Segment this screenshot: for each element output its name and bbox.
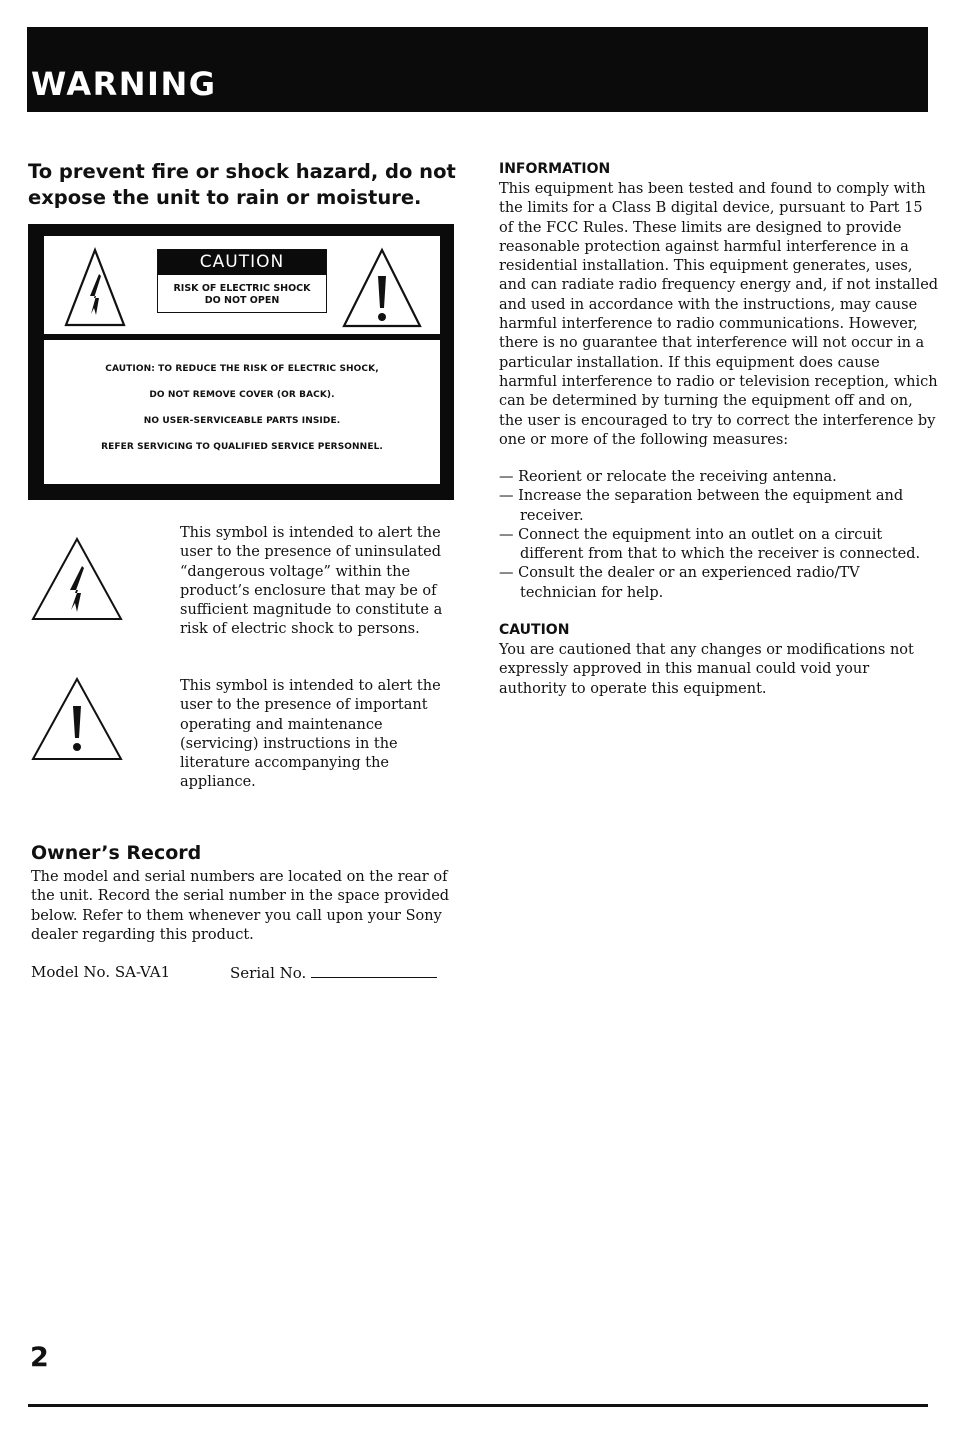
warning-banner: [27, 27, 928, 112]
lightning-warning-icon: [63, 246, 127, 329]
serial-blank: [311, 963, 437, 978]
caution-heading: CAUTION: [499, 622, 570, 638]
caution-box: [28, 224, 454, 500]
caution-label-head: CAUTION: [158, 250, 326, 275]
model-number: Model No. SA-VA1: [31, 963, 171, 981]
list-item: — Reorient or relocate the receiving antenna.: [499, 469, 837, 485]
information-text: This equipment has been tested and found to comply with the limits for a Class B digital device, pursuant to Part 15 of the FCC Rules. These limits are designed to provide reasonable protection against harmful interference in a residential installation. This equipment generates, uses, and can radiate radio frequency energy and, if not installed and used in accordance with the instructions, may cause harmful interference to radio communications. However, there is no guarantee that interference will not occur in a particular installation. If this equipment does cause harmful interference to radio or television reception, which can be determined by turning the equipment off and on, the user is encouraged to try to correct the interference by one or more of the following measures:: [499, 181, 939, 448]
caution-line: REFER SERVICING TO QUALIFIED SERVICE PERSONNEL.: [101, 442, 383, 452]
caution-label: [157, 249, 327, 313]
caution-line: NO USER-SERVICEABLE PARTS INSIDE.: [143, 416, 341, 426]
caution-line: CAUTION: TO REDUCE THE RISK OF ELECTRIC SHOCK,: [105, 364, 379, 374]
hazard-headline: To prevent fire or shock hazard, do not expose the unit to rain or moisture.: [28, 160, 456, 209]
lightning-symbol-icon: [30, 536, 124, 622]
caution-text: You are cautioned that any changes or modifications not expressly approved in this manual could void your authority to operate this equipment.: [499, 642, 914, 697]
caution-box-text: [44, 340, 440, 484]
caution-sub-line2: DO NOT OPEN: [204, 295, 280, 306]
footer-rule: [28, 1404, 928, 1407]
owners-record-text: The model and serial numbers are located on the rear of the unit. Record the serial number in the space provided below. Refer to them whenever you call upon your Sony dealer regarding this product.: [31, 869, 450, 943]
serial-label: Serial No.: [230, 964, 307, 982]
serial-number-field: [230, 963, 437, 982]
caution-box-top: [44, 236, 440, 334]
page-number: 2: [30, 1342, 49, 1373]
list-item: — Increase the separation between the equipment and receiver.: [499, 488, 904, 524]
exclamation-warning-icon: [341, 246, 423, 330]
banner-title: WARNING: [31, 65, 217, 103]
list-item: — Consult the dealer or an experienced radio/TV technician for help.: [499, 565, 860, 601]
list-item: — Connect the equipment into an outlet on a circuit different from that to which the receiver is connected.: [499, 526, 921, 563]
exclamation-symbol-text: This symbol is intended to alert the user to the presence of important operating and maintenance (servicing) instructions in the literature accompanying the appliance.: [180, 678, 441, 791]
caution-sub-line1: RISK OF ELECTRIC SHOCK: [173, 283, 311, 294]
information-heading: INFORMATION: [499, 161, 611, 177]
owners-record-heading: Owner’s Record: [31, 842, 202, 864]
measures-list: [499, 468, 939, 603]
exclamation-symbol-icon: [30, 676, 124, 762]
caution-label-sub: [158, 275, 326, 307]
voltage-symbol-text: This symbol is intended to alert the user to the presence of uninsulated “dangerous voltage” within the product’s enclosure that may be of sufficient magnitude to constitute a risk of electric shock to persons.: [180, 525, 443, 638]
caution-line: DO NOT REMOVE COVER (OR BACK).: [149, 390, 335, 400]
